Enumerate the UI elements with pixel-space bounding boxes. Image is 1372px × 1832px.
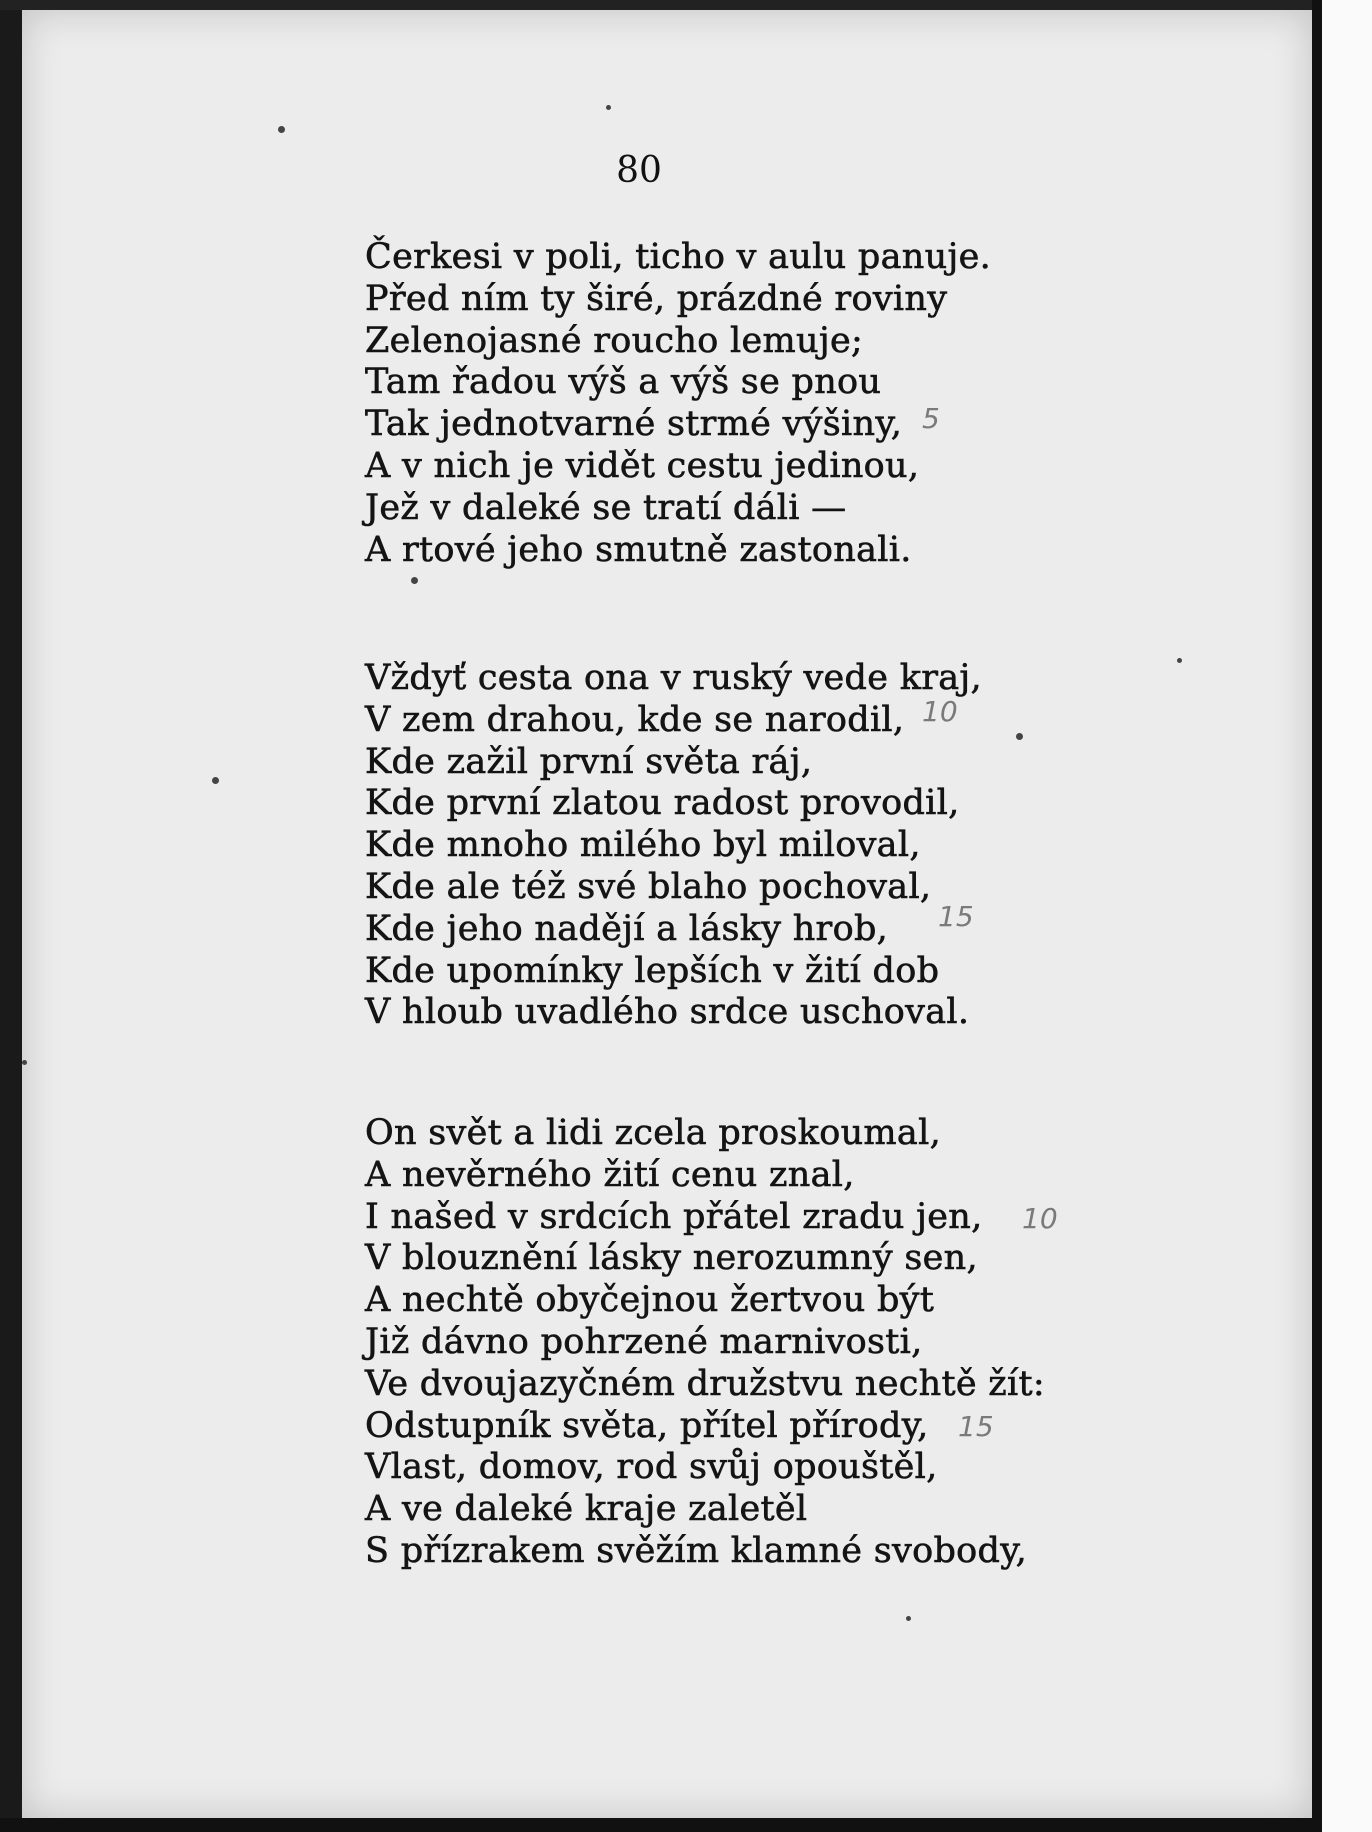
verse-line: S přízrakem svěžím klamné svobody, [365, 1530, 1028, 1571]
paper-speck [411, 577, 418, 584]
verse-line: A ve daleké kraje zaletěl [365, 1489, 808, 1530]
page-number: 80 [616, 150, 662, 191]
book-page [22, 10, 1312, 1818]
paper-speck [906, 1616, 911, 1621]
margin-line-number-note: 5 [922, 402, 940, 435]
verse-line: Kde jeho nadějí a lásky hrob, [365, 908, 889, 949]
verse-line: Vlast, domov, rod svůj opouštěl, [365, 1447, 938, 1488]
margin-line-number-note: 10 [1022, 1202, 1058, 1235]
verse-line: Kde upomínky lepších v žití dob [365, 950, 940, 991]
verse-line: Tak jednotvarné strmé výšiny, [365, 404, 903, 445]
paper-speck [606, 105, 611, 110]
verse-line: Před ním ty širé, prázdné roviny [365, 278, 948, 319]
verse-line: Tam řadou výš a výš se pnou [365, 362, 882, 403]
paper-speck [278, 126, 285, 133]
scan-right-margin [1312, 0, 1372, 1832]
verse-line: Ve dvoujazyčném družstvu nechtě žít: [365, 1363, 1045, 1404]
verse-line: Vždyť cesta ona v ruský vede kraj, [365, 658, 982, 698]
margin-line-number-note: 15 [938, 900, 974, 933]
verse-line: Kde první zlatou radost provodil, [365, 783, 960, 824]
verse-line: Zelenojasné roucho lemuje; [365, 320, 864, 361]
verse-line: A nevěrného žití cenu znal, [365, 1154, 855, 1195]
verse-line: Odstupník světa, přítel přírody, [365, 1405, 929, 1446]
paper-speck [1177, 658, 1182, 663]
scan-top-edge [0, 0, 1312, 10]
verse-line: Kde mnoho milého byl miloval, [365, 825, 921, 866]
paper-speck [212, 777, 219, 784]
verse-line: On svět a lidi zcela proskoumal, [365, 1113, 942, 1153]
verse-line: A v nich je vidět cestu jedinou, [365, 445, 920, 486]
verse-line: V zem drahou, kde se narodil, [365, 699, 905, 740]
margin-line-number-note: 15 [958, 1410, 994, 1443]
stanza-1 [365, 237, 1105, 571]
verse-line: Jež v daleké se tratí dáli — [365, 487, 847, 528]
verse-line: A nechtě obyčejnou žertvou být [365, 1280, 935, 1321]
verse-line: Kde ale též své blaho pochoval, [365, 866, 932, 907]
paper-speck [1016, 733, 1023, 740]
verse-line: Již dávno pohrzené marnivosti, [365, 1321, 923, 1362]
stanza-2 [365, 658, 1105, 1034]
scan-bottom-edge [0, 1818, 1312, 1832]
paper-speck [22, 1060, 27, 1065]
verse-line: V blouznění lásky nerozumný sen, [365, 1238, 978, 1279]
verse-line: I našed v srdcích přátel zradu jen, [365, 1196, 983, 1237]
stanza-3 [365, 1113, 1105, 1573]
verse-line: Kde zažil první světa ráj, [365, 741, 813, 782]
verse-line: Čerkesi v poli, ticho v aulu panuje. [365, 237, 992, 277]
verse-line: A rtové jeho smutně zastonali. [365, 529, 912, 570]
verse-line: V hloub uvadlého srdce uschoval. [365, 992, 970, 1033]
margin-line-number-note: 10 [922, 695, 958, 728]
page-binding-edge [1312, 0, 1322, 1832]
